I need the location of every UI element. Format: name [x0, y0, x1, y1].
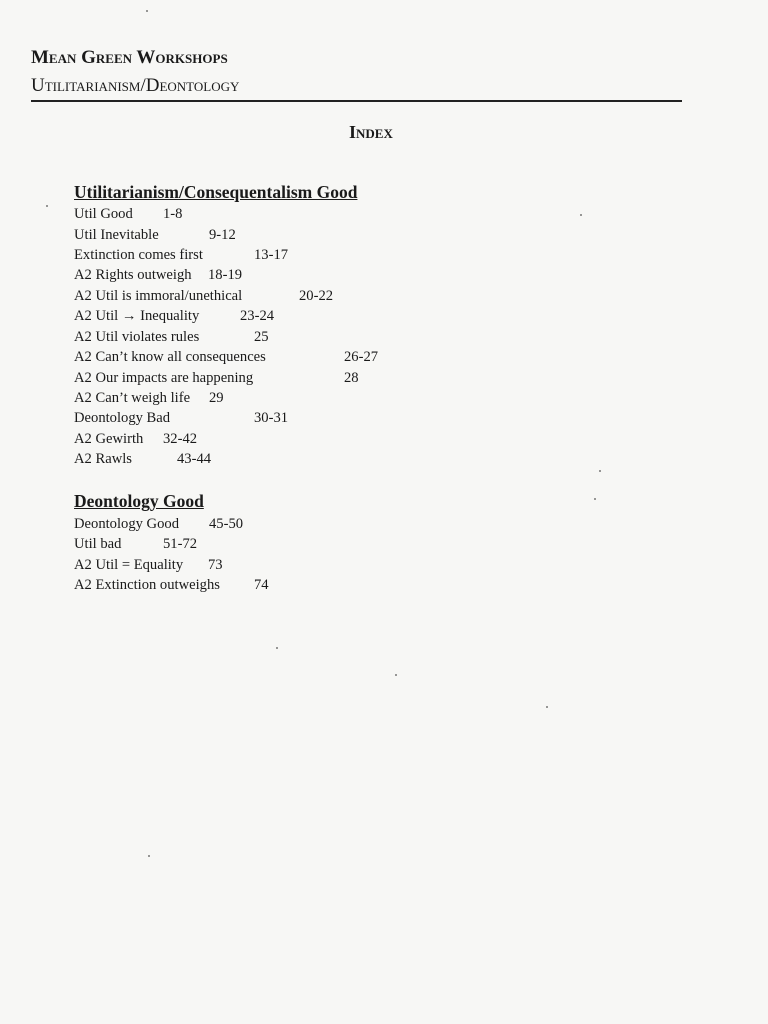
entry-label: A2 Util = Equality	[74, 557, 184, 573]
index-entry	[74, 307, 275, 325]
index-entry	[74, 205, 183, 223]
entry-label: A2 Util → Inequality	[74, 308, 200, 324]
header-divider	[31, 100, 682, 102]
entry-label: Extinction comes first	[74, 247, 203, 263]
index-entry	[74, 515, 244, 533]
entry-label: A2 Can’t know all consequences	[74, 349, 266, 365]
entry-label: Util bad	[74, 536, 122, 552]
entry-pages: 1-8	[163, 206, 183, 222]
index-entry	[74, 430, 198, 448]
scan-speck	[146, 10, 148, 12]
entry-pages: 73	[208, 557, 223, 573]
index-entry	[74, 389, 224, 407]
index-entry	[74, 369, 359, 387]
entry-pages: 43-44	[177, 451, 212, 467]
index-entry	[74, 246, 289, 264]
index-entry	[74, 226, 236, 244]
entry-pages: 13-17	[254, 247, 289, 263]
entry-label: Util Good	[74, 206, 133, 222]
index-entry	[74, 266, 243, 284]
entry-pages: 20-22	[299, 288, 334, 304]
index-title: Index	[349, 122, 393, 142]
entry-pages: 32-42	[163, 431, 198, 447]
entry-label: A2 Rights outweigh	[74, 267, 192, 283]
entry-label: A2 Can’t weigh life	[74, 390, 191, 406]
entry-pages: 28	[344, 370, 359, 386]
entry-label: A2 Extinction outweighs	[74, 577, 220, 593]
index-entry	[74, 450, 212, 468]
scan-speck	[276, 647, 278, 649]
index-entry	[74, 348, 379, 366]
entry-label: Deontology Bad	[74, 410, 171, 426]
scan-speck	[580, 214, 582, 216]
entry-pages: 30-31	[254, 410, 289, 426]
scan-speck	[46, 205, 48, 207]
entry-label: A2 Rawls	[74, 451, 132, 467]
entry-pages: 74	[254, 577, 269, 593]
entry-pages: 25	[254, 329, 269, 345]
entry-label: Util Inevitable	[74, 227, 159, 243]
header-title: Mean Green Workshops	[31, 47, 228, 68]
entry-pages: 29	[209, 390, 224, 406]
entry-label: A2 Util is immoral/unethical	[74, 288, 243, 304]
entry-pages: 23-24	[240, 308, 275, 324]
entry-label: A2 Util violates rules	[74, 329, 200, 345]
scan-speck	[594, 498, 596, 500]
entry-pages: 45-50	[209, 516, 244, 532]
entry-label: A2 Our impacts are happening	[74, 370, 254, 386]
scan-speck	[599, 470, 601, 472]
section-title-deontology-good: Deontology Good	[74, 491, 204, 511]
entry-pages: 9-12	[209, 227, 236, 243]
scan-speck	[395, 674, 397, 676]
entry-pages: 18-19	[208, 267, 243, 283]
index-entry	[74, 576, 269, 594]
index-entry	[74, 409, 289, 427]
entry-label: A2 Gewirth	[74, 431, 144, 447]
entry-pages: 26-27	[344, 349, 379, 365]
scan-speck	[546, 706, 548, 708]
header-subtitle: Utilitarianism/Deontology	[31, 75, 240, 96]
scan-speck	[148, 855, 150, 857]
index-entry	[74, 556, 223, 574]
entry-pages: 51-72	[163, 536, 198, 552]
section-title-util-good: Utilitarianism/Consequentalism Good	[74, 182, 358, 202]
entry-label: Deontology Good	[74, 516, 179, 532]
index-entry	[74, 287, 334, 305]
index-entry	[74, 328, 269, 346]
index-entry	[74, 535, 198, 553]
